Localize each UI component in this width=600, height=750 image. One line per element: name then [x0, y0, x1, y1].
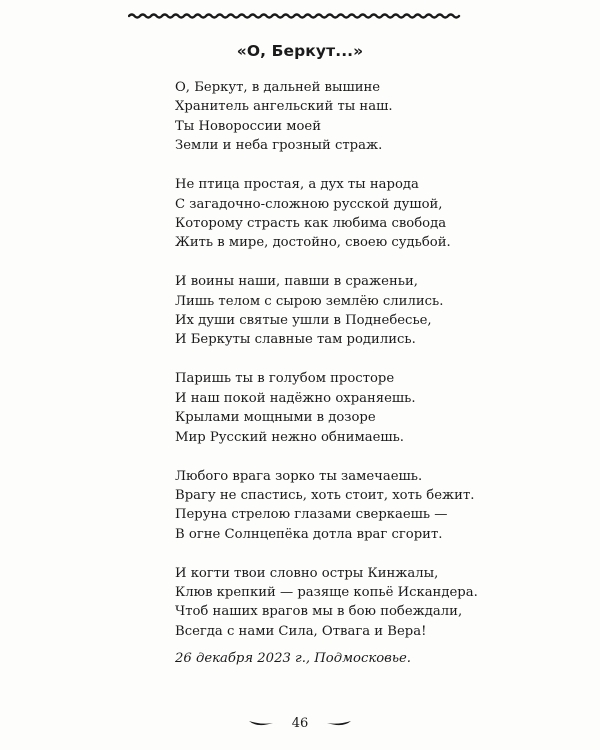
poem-line: Мир Русский нежно обнимаешь. — [175, 429, 405, 445]
stanza-6 — [175, 564, 575, 642]
poem-date: 26 декабря 2023 г., Подмосковье. — [175, 651, 412, 666]
poem-line: Которому страсть как любима свобода — [175, 215, 447, 231]
poem-line: Хранитель ангельский ты наш. — [175, 99, 393, 115]
poem-line: Клюв крепкий — разяще копьё Искандера. — [175, 585, 478, 601]
page-footer — [0, 711, 600, 735]
poem-title: «О, Беркут...» — [236, 42, 364, 60]
poem-line: Всегда с нами Сила, Отвага и Вера! — [175, 623, 427, 639]
poem-line: Ты Новороссии моей — [175, 118, 322, 134]
poem-line: Крылами мощными в дозоре — [175, 410, 376, 426]
wave-ornament-icon — [128, 10, 468, 22]
poem-line: В огне Солнцепёка дотла враг сгорит. — [175, 526, 443, 542]
stanza-4 — [175, 369, 575, 447]
poem-line: О, Беркут, в дальней вышине — [175, 80, 381, 95]
swoosh-right-icon — [326, 718, 352, 728]
poem-line: Лишь телом с сырою землёю слились. — [175, 293, 444, 309]
stanza-1 — [175, 78, 575, 156]
poem-line: Врагу не спастись, хоть стоит, хоть бежит. — [175, 487, 475, 503]
poem-line: Жить в мире, достойно, своею судьбой. — [175, 235, 451, 251]
poem-line: Перуна стрелою глазами сверкаешь — — [175, 507, 448, 523]
poem-line: Паришь ты в голубом просторе — [175, 371, 395, 387]
poem-line: Любого врага зорко ты замечаешь. — [175, 468, 423, 484]
poem-line: Их души святые ушли в Поднебесье, — [175, 313, 432, 329]
poem-line: И когти твои словно остры Кинжалы, — [175, 565, 439, 581]
poem-body — [175, 78, 575, 661]
poem-line: И наш покой надёжно охраняешь. — [175, 390, 416, 406]
stanza-5 — [175, 467, 575, 545]
poem-line: Чтоб наших врагов мы в бою побеждали, — [175, 604, 463, 620]
poem-line: Земли и неба грозный страж. — [175, 138, 383, 154]
swoosh-left-icon — [248, 718, 274, 728]
stanza-2 — [175, 175, 575, 253]
stanza-3 — [175, 272, 575, 350]
poem-line: Не птица простая, а дух ты народа — [175, 177, 419, 193]
page-number: 46 — [291, 715, 309, 731]
poem-line: С загадочно-сложною русской душой, — [175, 196, 443, 212]
poem-line: И Беркуты славные там родились. — [175, 332, 416, 348]
poem-line: И воины наши, павши в сраженьи, — [175, 274, 418, 290]
